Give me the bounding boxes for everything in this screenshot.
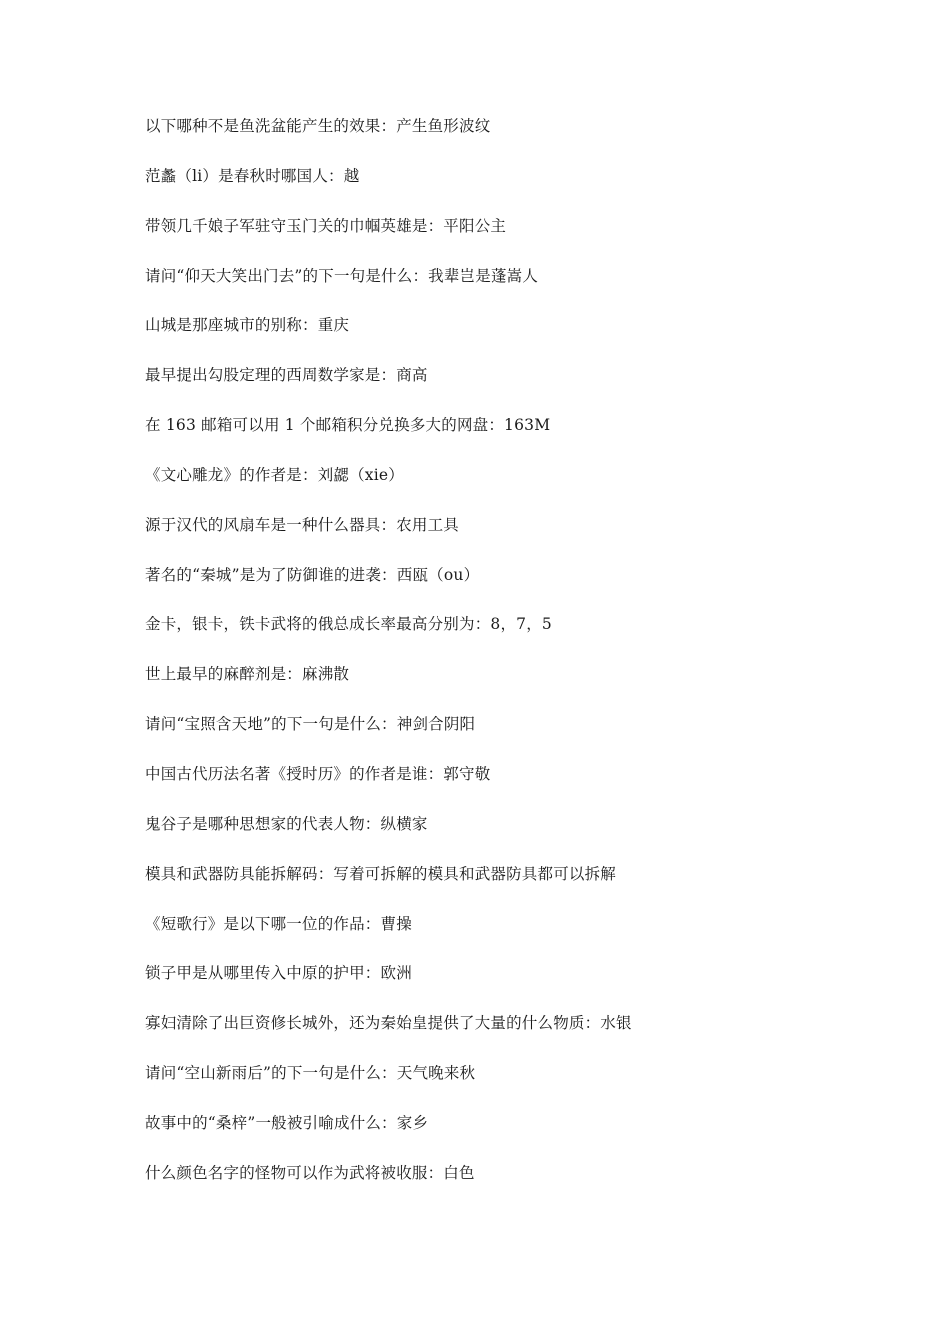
qa-line: 锁子甲是从哪里传入中原的护甲：欧洲 <box>145 964 412 983</box>
qa-line: 著名的“秦城”是为了防御谁的进袭：西瓯（ou） <box>145 565 480 584</box>
qa-line: 以下哪种不是鱼洗盆能产生的效果：产生鱼形波纹 <box>145 117 491 135</box>
qa-line: 《短歌行》是以下哪一位的作品：曹操 <box>145 914 412 933</box>
qa-line: 中国古代历法名著《授时历》的作者是谁：郭守敬 <box>145 764 491 783</box>
qa-line: 范蠡（li）是春秋时哪国人：越 <box>145 166 360 185</box>
qa-line: 寡妇清除了出巨资修长城外，还为秦始皇提供了大量的什么物质：水银 <box>145 1014 632 1033</box>
qa-line: 模具和武器防具能拆解码：写着可拆解的模具和武器防具都可以拆解 <box>145 864 617 883</box>
qa-line: 山城是那座城市的别称：重庆 <box>145 316 350 335</box>
qa-line: 金卡，银卡，铁卡武将的俄总成长率最高分别为：8，7，5 <box>145 615 552 634</box>
qa-line: 最早提出勾股定理的西周数学家是：商高 <box>145 366 428 385</box>
qa-line: 请问“空山新雨后”的下一句是什么：天气晚来秋 <box>145 1064 476 1083</box>
qa-line: 带领几千娘子军驻守玉门关的巾帼英雄是：平阳公主 <box>145 216 507 235</box>
qa-line: 世上最早的麻醉剂是：麻沸散 <box>145 665 350 684</box>
qa-list <box>145 113 905 1210</box>
qa-line: 《文心雕龙》的作者是：刘勰（xie） <box>145 465 404 484</box>
qa-line: 鬼谷子是哪种思想家的代表人物：纵横家 <box>145 814 428 833</box>
qa-line: 故事中的“桑梓”一般被引喻成什么：家乡 <box>145 1113 429 1132</box>
qa-line: 请问“仰天大笑出门去”的下一句是什么：我辈岂是蓬嵩人 <box>145 266 539 285</box>
qa-line: 请问“宝照含天地”的下一句是什么：神剑合阴阳 <box>145 715 476 734</box>
qa-line: 源于汉代的风扇车是一种什么器具：农用工具 <box>145 515 460 534</box>
qa-line: 在 163 邮箱可以用 1 个邮箱积分兑换多大的网盘：163M <box>145 416 551 435</box>
qa-line: 什么颜色名字的怪物可以作为武将被收服：白色 <box>145 1163 475 1182</box>
